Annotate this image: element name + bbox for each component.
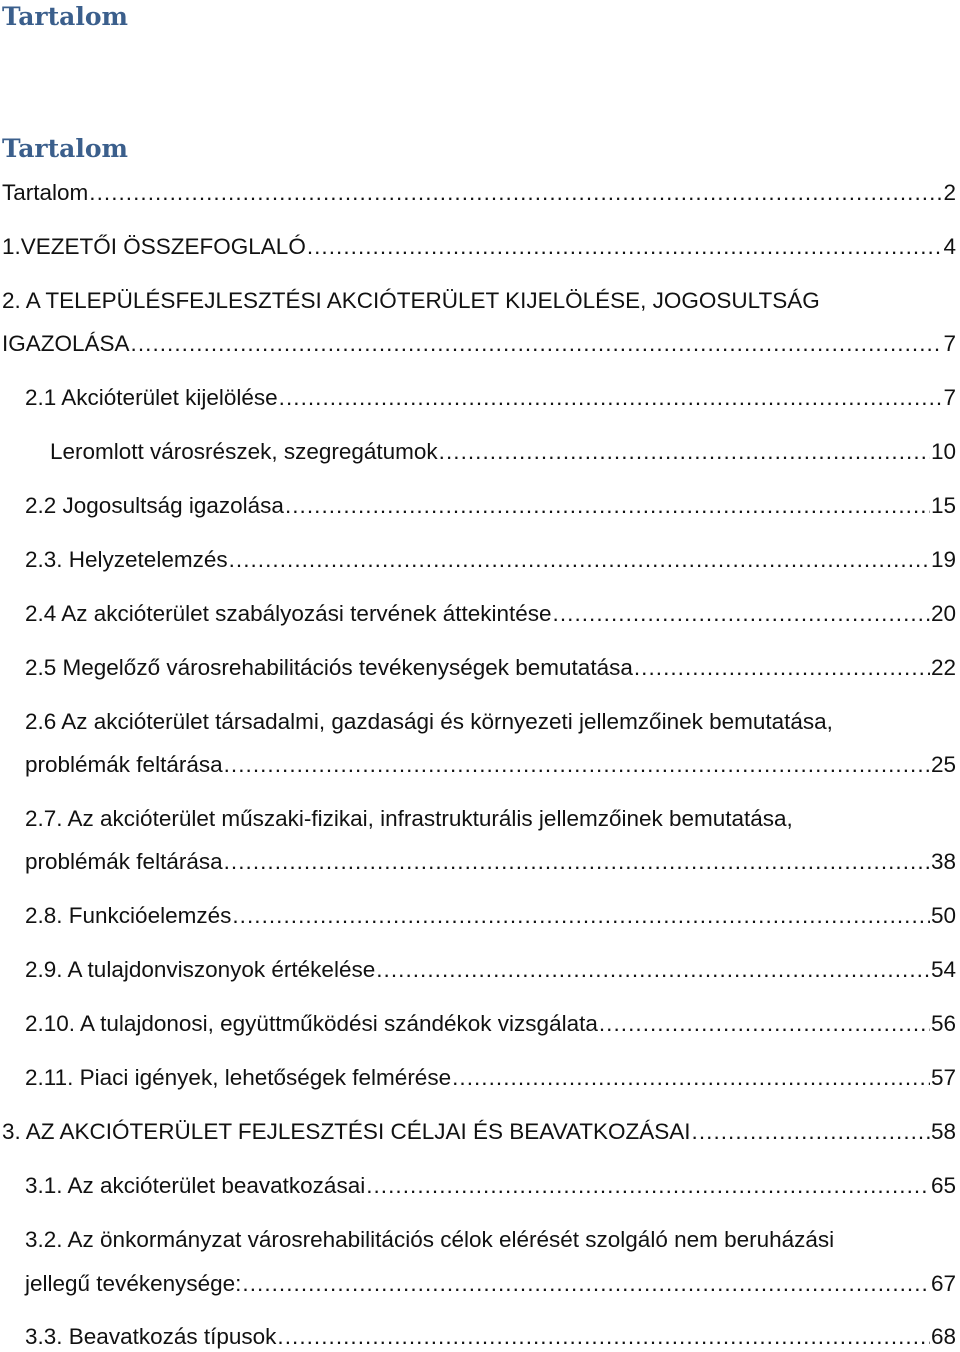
toc-entry-label-line1: 2.6 Az akcióterület társadalmi, gazdasági és környezeti jellemzőinek bemutatása, (25, 709, 833, 734)
dot-leader (242, 1273, 930, 1296)
toc-entry-label: 2.1 Akcióterület kijelölése (25, 385, 278, 410)
toc-entry-page: 2 (943, 180, 956, 205)
dot-leader (224, 851, 930, 874)
dot-leader (279, 387, 943, 410)
dot-leader (634, 657, 930, 680)
toc-entry-label: jellegű tevékenysége: (25, 1271, 242, 1296)
toc-entry-label: 3. AZ AKCIÓTERÜLET FEJLESZTÉSI CÉLJAI ÉS BEAVATKOZÁSAI (2, 1119, 691, 1144)
toc-entry-page: 58 (930, 1119, 956, 1144)
toc-entry-page: 68 (930, 1324, 956, 1349)
toc-entry-label: 2.11. Piaci igények, lehetőségek felmérése (25, 1065, 452, 1090)
toc-entry-page: 50 (930, 903, 956, 928)
toc-entry-page: 54 (930, 957, 956, 982)
dot-leader (599, 1013, 930, 1036)
toc-entry-page: 7 (943, 385, 956, 410)
toc-entry-page: 19 (930, 547, 956, 572)
toc-entry-page: 67 (930, 1271, 956, 1296)
toc-entry-label: 2.3. Helyzetelemzés (25, 547, 228, 572)
toc-entry-page: 15 (930, 493, 956, 518)
toc-entry-label: IGAZOLÁSA (2, 331, 130, 356)
toc-entry-label: 2.10. A tulajdonosi, együttműködési szándékok vizsgálata (25, 1011, 598, 1036)
toc-entry-label: 2.8. Funkcióelemzés (25, 903, 232, 928)
dot-leader (232, 905, 930, 928)
dot-leader (452, 1067, 930, 1090)
toc-entry-page: 65 (930, 1173, 956, 1198)
toc-entry-label: 2.9. A tulajdonviszonyok értékelése (25, 957, 376, 982)
dot-leader (553, 603, 930, 626)
dot-leader (692, 1121, 930, 1144)
dot-leader (131, 333, 943, 356)
toc-entry-label: 2.2 Jogosultság igazolása (25, 493, 284, 518)
toc-entry-page: 22 (930, 655, 956, 680)
dot-leader (89, 182, 942, 205)
dot-leader (229, 549, 930, 572)
dot-leader (285, 495, 930, 518)
page-header-title: Tartalom (2, 2, 128, 31)
dot-leader (366, 1175, 930, 1198)
toc-title: Tartalom (2, 134, 128, 163)
dot-leader (224, 754, 930, 777)
toc-entry-label: 3.1. Az akcióterület beavatkozásai (25, 1173, 366, 1198)
toc-entry-page: 20 (930, 601, 956, 626)
toc-entry-label: Leromlott városrészek, szegregátumok (50, 439, 438, 464)
toc-entry-page: 4 (943, 234, 956, 259)
toc-entry-label: 1.VEZETŐI ÖSSZEFOGLALÓ (2, 234, 306, 259)
dot-leader (307, 236, 943, 259)
toc-entry-label: 2.4 Az akcióterület szabályozási tervének áttekintése (25, 601, 552, 626)
dot-leader (376, 959, 930, 982)
toc-entry-label: 2.5 Megelőző városrehabilitációs tevékenységek bemutatása (25, 655, 633, 680)
toc-entry-page: 25 (930, 752, 956, 777)
toc-entry-label: Tartalom (2, 180, 89, 205)
toc-entry-label: 3.3. Beavatkozás típusok (25, 1324, 277, 1349)
toc-entry-label-line1: 3.2. Az önkormányzat városrehabilitációs célok elérését szolgáló nem beruházási (25, 1227, 835, 1252)
dot-leader (277, 1326, 930, 1349)
toc-entry-page: 10 (930, 439, 956, 464)
toc-entry-label-line1: 2. A TELEPÜLÉSFEJLESZTÉSI AKCIÓTERÜLET KIJELÖLÉSE, JOGOSULTSÁG (2, 288, 820, 313)
toc-entry-page: 56 (930, 1011, 956, 1036)
toc-entry-page: 38 (930, 849, 956, 874)
dot-leader (439, 441, 930, 464)
toc-entry-label: problémák feltárása (25, 849, 223, 874)
toc-entry-page: 7 (943, 331, 956, 356)
toc-entry-page: 57 (930, 1065, 956, 1090)
toc-entry-label-line1: 2.7. Az akcióterület műszaki-fizikai, infrastrukturális jellemzőinek bemutatása, (25, 806, 793, 831)
toc-entry-label: problémák feltárása (25, 752, 223, 777)
